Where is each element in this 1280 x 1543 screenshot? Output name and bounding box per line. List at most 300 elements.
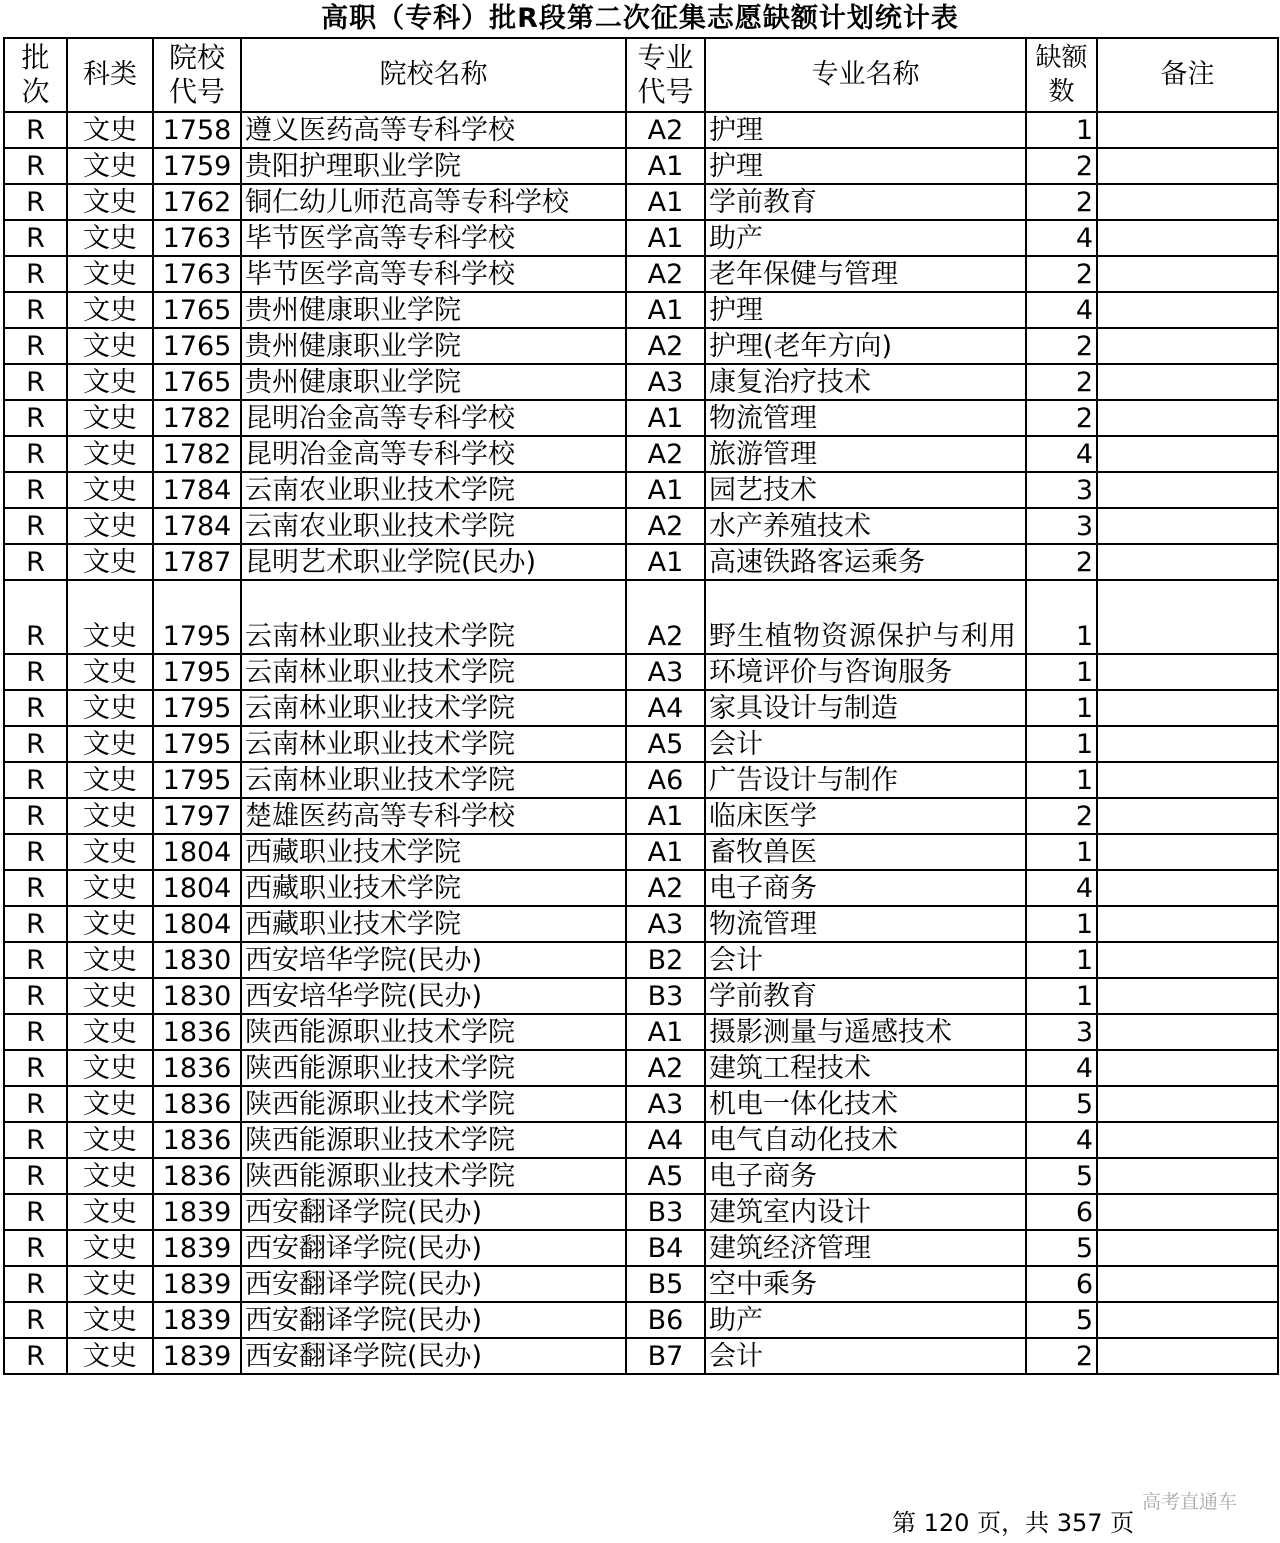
cell-category: 文史 [67,112,153,148]
cell-major-code: B3 [626,978,705,1014]
cell-remarks [1097,544,1278,580]
table-row [4,256,1278,292]
cell-major-name: 摄影测量与遥感技术 [705,1014,1026,1050]
cell-major-code: A5 [626,726,705,762]
cell-school-name: 贵州健康职业学院 [241,364,626,400]
cell-remarks [1097,580,1278,654]
cell-vacancies: 5 [1026,1158,1097,1194]
cell-school-code: 1839 [153,1338,241,1374]
cell-major-code: A2 [626,870,705,906]
cell-major-name: 园艺技术 [705,472,1026,508]
cell-remarks [1097,148,1278,184]
cell-category: 文史 [67,942,153,978]
header-major-name: 专业名称 [705,38,1026,112]
cell-school-code: 1836 [153,1158,241,1194]
cell-batch: R [4,1338,67,1374]
cell-vacancies: 2 [1026,328,1097,364]
cell-major-code: A3 [626,364,705,400]
cell-school-name: 云南农业职业技术学院 [241,472,626,508]
table-row [4,870,1278,906]
cell-school-code: 1797 [153,798,241,834]
cell-remarks [1097,798,1278,834]
cell-vacancies: 4 [1026,292,1097,328]
cell-major-name: 护理 [705,148,1026,184]
cell-remarks [1097,112,1278,148]
cell-category: 文史 [67,220,153,256]
cell-school-name: 云南林业职业技术学院 [241,726,626,762]
cell-major-name: 电气自动化技术 [705,1122,1026,1158]
table-row [4,580,1278,654]
quota-table [3,37,1279,1375]
cell-school-code: 1836 [153,1122,241,1158]
cell-category: 文史 [67,1014,153,1050]
cell-school-name: 云南林业职业技术学院 [241,580,626,654]
table-row [4,292,1278,328]
table-row [4,544,1278,580]
cell-category: 文史 [67,544,153,580]
cell-vacancies: 1 [1026,762,1097,798]
cell-batch: R [4,1266,67,1302]
cell-major-code: B3 [626,1194,705,1230]
cell-major-code: A4 [626,690,705,726]
cell-remarks [1097,870,1278,906]
table-row [4,942,1278,978]
cell-batch: R [4,508,67,544]
cell-school-name: 昆明冶金高等专科学校 [241,400,626,436]
cell-vacancies: 1 [1026,690,1097,726]
table-row [4,400,1278,436]
cell-category: 文史 [67,184,153,220]
cell-major-name: 畜牧兽医 [705,834,1026,870]
cell-vacancies: 6 [1026,1266,1097,1302]
cell-remarks [1097,1050,1278,1086]
cell-major-code: A2 [626,256,705,292]
cell-major-name: 物流管理 [705,400,1026,436]
cell-batch: R [4,690,67,726]
table-row [4,1050,1278,1086]
cell-batch: R [4,184,67,220]
cell-school-name: 昆明冶金高等专科学校 [241,436,626,472]
table-row [4,654,1278,690]
table-row [4,690,1278,726]
table-row [4,978,1278,1014]
cell-remarks [1097,1158,1278,1194]
cell-major-code: A1 [626,472,705,508]
header-row [4,38,1278,112]
cell-major-code: A1 [626,292,705,328]
table-row [4,798,1278,834]
cell-vacancies: 2 [1026,256,1097,292]
cell-major-code: A1 [626,798,705,834]
cell-major-code: A5 [626,1158,705,1194]
cell-major-name: 护理(老年方向) [705,328,1026,364]
table-row [4,1122,1278,1158]
cell-batch: R [4,834,67,870]
cell-major-name: 学前教育 [705,184,1026,220]
cell-remarks [1097,508,1278,544]
cell-major-code: A2 [626,328,705,364]
cell-remarks [1097,834,1278,870]
cell-category: 文史 [67,978,153,1014]
table-row [4,328,1278,364]
cell-school-code: 1839 [153,1194,241,1230]
cell-major-code: B7 [626,1338,705,1374]
cell-remarks [1097,472,1278,508]
cell-vacancies: 5 [1026,1302,1097,1338]
table-row [4,184,1278,220]
cell-category: 文史 [67,1194,153,1230]
cell-school-code: 1782 [153,400,241,436]
table-row [4,1158,1278,1194]
cell-school-name: 西安翻译学院(民办) [241,1302,626,1338]
cell-school-code: 1839 [153,1230,241,1266]
cell-major-code: B2 [626,942,705,978]
cell-school-name: 云南农业职业技术学院 [241,508,626,544]
table-row [4,1086,1278,1122]
cell-batch: R [4,906,67,942]
cell-major-code: A6 [626,762,705,798]
cell-major-name: 电子商务 [705,1158,1026,1194]
cell-school-code: 1795 [153,654,241,690]
cell-category: 文史 [67,906,153,942]
cell-remarks [1097,1230,1278,1266]
cell-batch: R [4,726,67,762]
cell-school-name: 毕节医学高等专科学校 [241,220,626,256]
cell-remarks [1097,654,1278,690]
cell-batch: R [4,112,67,148]
cell-batch: R [4,870,67,906]
cell-category: 文史 [67,472,153,508]
cell-school-name: 陕西能源职业技术学院 [241,1086,626,1122]
cell-major-name: 环境评价与咨询服务 [705,654,1026,690]
cell-major-code: A4 [626,1122,705,1158]
cell-vacancies: 1 [1026,580,1097,654]
cell-school-code: 1804 [153,870,241,906]
cell-category: 文史 [67,400,153,436]
cell-major-name: 机电一体化技术 [705,1086,1026,1122]
cell-category: 文史 [67,726,153,762]
cell-vacancies: 2 [1026,798,1097,834]
cell-remarks [1097,726,1278,762]
cell-vacancies: 1 [1026,906,1097,942]
cell-major-code: A1 [626,1014,705,1050]
cell-vacancies: 2 [1026,400,1097,436]
cell-school-code: 1784 [153,508,241,544]
cell-category: 文史 [67,580,153,654]
cell-school-name: 贵州健康职业学院 [241,328,626,364]
cell-vacancies: 4 [1026,870,1097,906]
cell-batch: R [4,942,67,978]
cell-major-name: 水产养殖技术 [705,508,1026,544]
cell-category: 文史 [67,1158,153,1194]
cell-batch: R [4,328,67,364]
cell-major-code: B6 [626,1302,705,1338]
cell-remarks [1097,1302,1278,1338]
table-body [4,112,1278,1374]
cell-vacancies: 3 [1026,508,1097,544]
table-row [4,112,1278,148]
cell-major-name: 野生植物资源保护与利用 [705,580,1026,654]
cell-remarks [1097,1014,1278,1050]
cell-major-code: A3 [626,654,705,690]
table-row [4,906,1278,942]
cell-school-name: 云南林业职业技术学院 [241,690,626,726]
cell-remarks [1097,906,1278,942]
cell-vacancies: 2 [1026,184,1097,220]
cell-remarks [1097,436,1278,472]
cell-vacancies: 1 [1026,834,1097,870]
cell-school-name: 云南林业职业技术学院 [241,654,626,690]
cell-school-code: 1795 [153,762,241,798]
cell-school-code: 1795 [153,580,241,654]
cell-school-code: 1804 [153,906,241,942]
cell-school-name: 遵义医药高等专科学校 [241,112,626,148]
table-row [4,148,1278,184]
cell-major-name: 空中乘务 [705,1266,1026,1302]
cell-major-code: B5 [626,1266,705,1302]
cell-school-name: 西安翻译学院(民办) [241,1194,626,1230]
cell-vacancies: 1 [1026,726,1097,762]
cell-school-name: 楚雄医药高等专科学校 [241,798,626,834]
cell-batch: R [4,1194,67,1230]
cell-category: 文史 [67,328,153,364]
cell-major-code: A1 [626,834,705,870]
cell-school-code: 1759 [153,148,241,184]
cell-category: 文史 [67,364,153,400]
cell-category: 文史 [67,508,153,544]
cell-school-code: 1839 [153,1302,241,1338]
cell-major-name: 物流管理 [705,906,1026,942]
cell-school-name: 陕西能源职业技术学院 [241,1158,626,1194]
watermark-text: 高考直通车 [1142,1491,1238,1513]
cell-major-code: A3 [626,1086,705,1122]
cell-vacancies: 1 [1026,942,1097,978]
cell-remarks [1097,762,1278,798]
cell-school-code: 1795 [153,690,241,726]
cell-major-name: 会计 [705,1338,1026,1374]
header-remarks: 备注 [1097,38,1278,112]
cell-school-code: 1830 [153,978,241,1014]
cell-remarks [1097,1194,1278,1230]
cell-major-name: 康复治疗技术 [705,364,1026,400]
cell-school-name: 西安翻译学院(民办) [241,1338,626,1374]
cell-batch: R [4,436,67,472]
cell-category: 文史 [67,690,153,726]
cell-remarks [1097,1266,1278,1302]
cell-category: 文史 [67,1050,153,1086]
cell-school-code: 1839 [153,1266,241,1302]
cell-remarks [1097,978,1278,1014]
cell-vacancies: 1 [1026,978,1097,1014]
cell-batch: R [4,364,67,400]
cell-batch: R [4,256,67,292]
cell-category: 文史 [67,1230,153,1266]
table-row [4,1230,1278,1266]
cell-batch: R [4,472,67,508]
table-row [4,762,1278,798]
cell-major-name: 会计 [705,942,1026,978]
cell-school-code: 1836 [153,1014,241,1050]
cell-category: 文史 [67,1122,153,1158]
cell-major-name: 建筑室内设计 [705,1194,1026,1230]
cell-major-code: A1 [626,400,705,436]
cell-school-name: 毕节医学高等专科学校 [241,256,626,292]
cell-school-code: 1763 [153,220,241,256]
cell-batch: R [4,978,67,1014]
cell-school-name: 西安翻译学院(民办) [241,1230,626,1266]
cell-remarks [1097,400,1278,436]
cell-school-code: 1765 [153,292,241,328]
cell-major-name: 护理 [705,112,1026,148]
header-school-code: 院校代号 [153,38,241,112]
cell-batch: R [4,580,67,654]
cell-vacancies: 4 [1026,436,1097,472]
cell-school-name: 铜仁幼儿师范高等专科学校 [241,184,626,220]
table-row [4,834,1278,870]
cell-remarks [1097,220,1278,256]
cell-school-name: 云南林业职业技术学院 [241,762,626,798]
cell-school-name: 陕西能源职业技术学院 [241,1122,626,1158]
cell-category: 文史 [67,762,153,798]
cell-school-code: 1763 [153,256,241,292]
cell-vacancies: 1 [1026,112,1097,148]
table-row [4,1014,1278,1050]
cell-category: 文史 [67,148,153,184]
cell-school-code: 1787 [153,544,241,580]
header-school-name: 院校名称 [241,38,626,112]
cell-category: 文史 [67,1302,153,1338]
cell-batch: R [4,1086,67,1122]
cell-vacancies: 4 [1026,1050,1097,1086]
cell-school-name: 西安翻译学院(民办) [241,1266,626,1302]
cell-school-name: 陕西能源职业技术学院 [241,1050,626,1086]
cell-remarks [1097,1122,1278,1158]
cell-remarks [1097,1338,1278,1374]
cell-remarks [1097,328,1278,364]
table-row [4,436,1278,472]
cell-major-name: 会计 [705,726,1026,762]
cell-category: 文史 [67,292,153,328]
cell-school-name: 陕西能源职业技术学院 [241,1014,626,1050]
header-batch: 批次 [4,38,67,112]
cell-remarks [1097,1086,1278,1122]
cell-school-code: 1836 [153,1086,241,1122]
cell-major-name: 老年保健与管理 [705,256,1026,292]
cell-batch: R [4,1050,67,1086]
cell-batch: R [4,292,67,328]
cell-major-code: B4 [626,1230,705,1266]
cell-school-code: 1782 [153,436,241,472]
cell-major-code: A2 [626,580,705,654]
cell-vacancies: 5 [1026,1086,1097,1122]
cell-batch: R [4,400,67,436]
cell-remarks [1097,364,1278,400]
cell-school-code: 1765 [153,328,241,364]
cell-category: 文史 [67,798,153,834]
cell-school-code: 1830 [153,942,241,978]
cell-vacancies: 2 [1026,1338,1097,1374]
cell-major-name: 建筑经济管理 [705,1230,1026,1266]
cell-school-name: 贵阳护理职业学院 [241,148,626,184]
cell-batch: R [4,544,67,580]
cell-major-code: A3 [626,906,705,942]
cell-school-code: 1784 [153,472,241,508]
cell-major-name: 助产 [705,1302,1026,1338]
cell-category: 文史 [67,834,153,870]
cell-school-name: 西藏职业技术学院 [241,834,626,870]
cell-school-code: 1804 [153,834,241,870]
cell-category: 文史 [67,1086,153,1122]
cell-school-code: 1836 [153,1050,241,1086]
cell-batch: R [4,1122,67,1158]
cell-remarks [1097,256,1278,292]
cell-batch: R [4,1302,67,1338]
table-row [4,220,1278,256]
cell-remarks [1097,292,1278,328]
cell-category: 文史 [67,654,153,690]
cell-category: 文史 [67,1266,153,1302]
page-title: 高职（专科）批R段第二次征集志愿缺额计划统计表 [321,3,959,34]
cell-school-code: 1795 [153,726,241,762]
cell-major-name: 建筑工程技术 [705,1050,1026,1086]
cell-school-name: 西安培华学院(民办) [241,942,626,978]
cell-major-name: 旅游管理 [705,436,1026,472]
cell-school-code: 1765 [153,364,241,400]
table-row [4,1338,1278,1374]
cell-major-name: 护理 [705,292,1026,328]
table-row [4,472,1278,508]
cell-remarks [1097,942,1278,978]
table-row [4,508,1278,544]
table-row [4,364,1278,400]
cell-vacancies: 4 [1026,220,1097,256]
cell-vacancies: 4 [1026,1122,1097,1158]
cell-vacancies: 5 [1026,1230,1097,1266]
cell-vacancies: 2 [1026,148,1097,184]
cell-major-name: 学前教育 [705,978,1026,1014]
table-row [4,726,1278,762]
cell-batch: R [4,654,67,690]
cell-major-code: A2 [626,112,705,148]
cell-remarks [1097,184,1278,220]
table-row [4,1302,1278,1338]
cell-category: 文史 [67,436,153,472]
cell-school-name: 昆明艺术职业学院(民办) [241,544,626,580]
cell-batch: R [4,1158,67,1194]
cell-vacancies: 3 [1026,472,1097,508]
cell-remarks [1097,690,1278,726]
cell-batch: R [4,798,67,834]
cell-vacancies: 1 [1026,654,1097,690]
cell-vacancies: 2 [1026,364,1097,400]
cell-major-name: 广告设计与制作 [705,762,1026,798]
cell-major-code: A1 [626,544,705,580]
cell-batch: R [4,762,67,798]
cell-school-code: 1758 [153,112,241,148]
header-major-code: 专业代号 [626,38,705,112]
header-vacancies: 缺额数 [1026,38,1097,112]
cell-school-name: 西安培华学院(民办) [241,978,626,1014]
cell-category: 文史 [67,256,153,292]
table-header [4,38,1278,112]
page-number: 第 120 页，共 357 页 [892,1509,1135,1537]
cell-major-name: 临床医学 [705,798,1026,834]
cell-major-code: A1 [626,184,705,220]
cell-major-name: 助产 [705,220,1026,256]
cell-school-name: 贵州健康职业学院 [241,292,626,328]
cell-category: 文史 [67,1338,153,1374]
cell-major-code: A1 [626,148,705,184]
